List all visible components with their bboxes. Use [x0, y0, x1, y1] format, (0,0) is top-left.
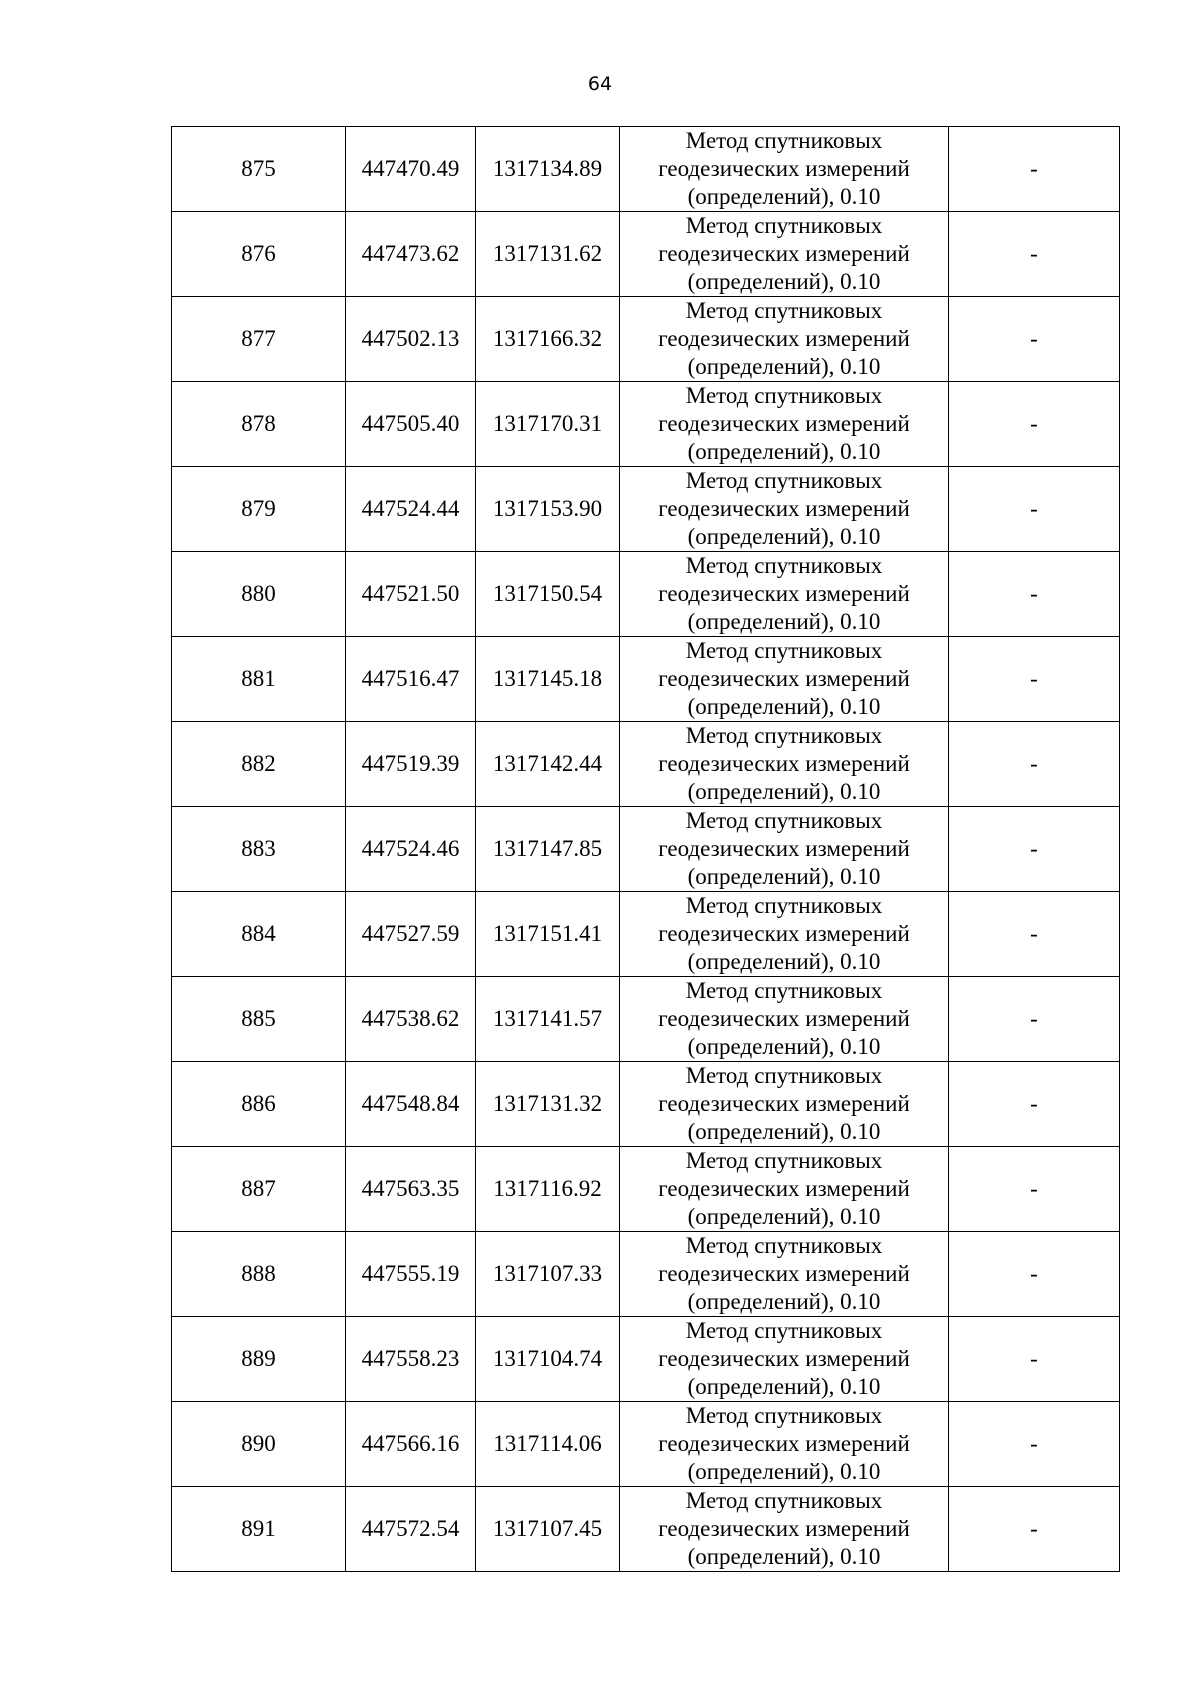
y-coordinate-cell: 1317147.85: [476, 807, 620, 892]
y-coordinate-cell: 1317150.54: [476, 552, 620, 637]
table-row: [172, 552, 1120, 637]
method-text: Метод спутниковых геодезических измерений (определений), 0.10: [658, 298, 910, 379]
x-coordinate-cell: 447572.54: [346, 1487, 476, 1572]
note-cell: -: [949, 127, 1120, 212]
point-number-cell: 883: [172, 807, 346, 892]
y-coordinate-cell: 1317107.33: [476, 1232, 620, 1317]
method-text: Метод спутниковых геодезических измерений (определений), 0.10: [658, 383, 910, 464]
x-coordinate-cell: 447548.84: [346, 1062, 476, 1147]
method-text: Метод спутниковых геодезических измерений (определений), 0.10: [658, 1318, 910, 1399]
point-number-cell: 881: [172, 637, 346, 722]
y-coordinate-cell: 1317116.92: [476, 1147, 620, 1232]
method-cell: [620, 637, 949, 722]
method-text: Метод спутниковых геодезических измерений (определений), 0.10: [658, 1063, 910, 1144]
x-coordinate-cell: 447524.46: [346, 807, 476, 892]
note-cell: -: [949, 212, 1120, 297]
y-coordinate-cell: 1317131.32: [476, 1062, 620, 1147]
point-number-cell: 888: [172, 1232, 346, 1317]
note-cell: -: [949, 1402, 1120, 1487]
x-coordinate-cell: 447538.62: [346, 977, 476, 1062]
y-coordinate-cell: 1317151.41: [476, 892, 620, 977]
note-cell: -: [949, 382, 1120, 467]
note-cell: -: [949, 977, 1120, 1062]
method-text: Метод спутниковых геодезических измерений (определений), 0.10: [658, 553, 910, 634]
method-text: Метод спутниковых геодезических измерений (определений), 0.10: [658, 213, 910, 294]
method-text: Метод спутниковых геодезических измерений (определений), 0.10: [658, 1403, 910, 1484]
x-coordinate-cell: 447521.50: [346, 552, 476, 637]
point-number-cell: 885: [172, 977, 346, 1062]
point-number-cell: 890: [172, 1402, 346, 1487]
note-cell: -: [949, 467, 1120, 552]
note-cell: -: [949, 1487, 1120, 1572]
table-row: [172, 382, 1120, 467]
y-coordinate-cell: 1317142.44: [476, 722, 620, 807]
table-row: [172, 637, 1120, 722]
note-cell: -: [949, 297, 1120, 382]
x-coordinate-cell: 447516.47: [346, 637, 476, 722]
table-row: [172, 722, 1120, 807]
method-cell: [620, 1317, 949, 1402]
x-coordinate-cell: 447519.39: [346, 722, 476, 807]
note-cell: -: [949, 722, 1120, 807]
table-row: [172, 297, 1120, 382]
method-cell: [620, 1487, 949, 1572]
note-cell: -: [949, 1317, 1120, 1402]
note-cell: -: [949, 1232, 1120, 1317]
table-row: [172, 1317, 1120, 1402]
point-number-cell: 891: [172, 1487, 346, 1572]
method-text: Метод спутниковых геодезических измерений (определений), 0.10: [658, 1148, 910, 1229]
table-row: [172, 1402, 1120, 1487]
x-coordinate-cell: 447505.40: [346, 382, 476, 467]
method-text: Метод спутниковых геодезических измерений (определений), 0.10: [658, 128, 910, 209]
x-coordinate-cell: 447566.16: [346, 1402, 476, 1487]
y-coordinate-cell: 1317134.89: [476, 127, 620, 212]
point-number-cell: 887: [172, 1147, 346, 1232]
method-text: Метод спутниковых геодезических измерений (определений), 0.10: [658, 1233, 910, 1314]
coordinates-table-body: [172, 127, 1120, 1572]
method-text: Метод спутниковых геодезических измерений (определений), 0.10: [658, 468, 910, 549]
y-coordinate-cell: 1317141.57: [476, 977, 620, 1062]
point-number-cell: 889: [172, 1317, 346, 1402]
note-cell: -: [949, 1062, 1120, 1147]
table-row: [172, 1062, 1120, 1147]
point-number-cell: 876: [172, 212, 346, 297]
table-row: [172, 1487, 1120, 1572]
x-coordinate-cell: 447555.19: [346, 1232, 476, 1317]
y-coordinate-cell: 1317104.74: [476, 1317, 620, 1402]
method-cell: [620, 892, 949, 977]
method-cell: [620, 212, 949, 297]
method-text: Метод спутниковых геодезических измерений (определений), 0.10: [658, 723, 910, 804]
x-coordinate-cell: 447473.62: [346, 212, 476, 297]
table-row: [172, 1232, 1120, 1317]
y-coordinate-cell: 1317131.62: [476, 212, 620, 297]
point-number-cell: 880: [172, 552, 346, 637]
note-cell: -: [949, 552, 1120, 637]
point-number-cell: 886: [172, 1062, 346, 1147]
method-cell: [620, 1062, 949, 1147]
x-coordinate-cell: 447558.23: [346, 1317, 476, 1402]
x-coordinate-cell: 447524.44: [346, 467, 476, 552]
note-cell: -: [949, 892, 1120, 977]
table-row: [172, 127, 1120, 212]
x-coordinate-cell: 447470.49: [346, 127, 476, 212]
table-row: [172, 892, 1120, 977]
method-cell: [620, 467, 949, 552]
method-text: Метод спутниковых геодезических измерений (определений), 0.10: [658, 893, 910, 974]
method-cell: [620, 977, 949, 1062]
method-cell: [620, 382, 949, 467]
method-cell: [620, 1232, 949, 1317]
y-coordinate-cell: 1317153.90: [476, 467, 620, 552]
method-cell: [620, 1147, 949, 1232]
table-row: [172, 467, 1120, 552]
note-cell: -: [949, 807, 1120, 892]
x-coordinate-cell: 447563.35: [346, 1147, 476, 1232]
table-row: [172, 1147, 1120, 1232]
method-cell: [620, 552, 949, 637]
method-text: Метод спутниковых геодезических измерений (определений), 0.10: [658, 638, 910, 719]
coordinates-table: [171, 126, 1120, 1572]
x-coordinate-cell: 447527.59: [346, 892, 476, 977]
x-coordinate-cell: 447502.13: [346, 297, 476, 382]
y-coordinate-cell: 1317107.45: [476, 1487, 620, 1572]
y-coordinate-cell: 1317145.18: [476, 637, 620, 722]
point-number-cell: 882: [172, 722, 346, 807]
method-cell: [620, 807, 949, 892]
method-text: Метод спутниковых геодезических измерений (определений), 0.10: [658, 978, 910, 1059]
method-cell: [620, 297, 949, 382]
y-coordinate-cell: 1317114.06: [476, 1402, 620, 1487]
table-row: [172, 977, 1120, 1062]
method-cell: [620, 722, 949, 807]
point-number-cell: 884: [172, 892, 346, 977]
point-number-cell: 879: [172, 467, 346, 552]
note-cell: -: [949, 637, 1120, 722]
method-cell: [620, 1402, 949, 1487]
note-cell: -: [949, 1147, 1120, 1232]
table-row: [172, 807, 1120, 892]
method-text: Метод спутниковых геодезических измерений (определений), 0.10: [658, 808, 910, 889]
point-number-cell: 875: [172, 127, 346, 212]
y-coordinate-cell: 1317166.32: [476, 297, 620, 382]
page-number: 64: [587, 73, 613, 95]
point-number-cell: 878: [172, 382, 346, 467]
point-number-cell: 877: [172, 297, 346, 382]
method-text: Метод спутниковых геодезических измерений (определений), 0.10: [658, 1488, 910, 1569]
table-row: [172, 212, 1120, 297]
method-cell: [620, 127, 949, 212]
y-coordinate-cell: 1317170.31: [476, 382, 620, 467]
